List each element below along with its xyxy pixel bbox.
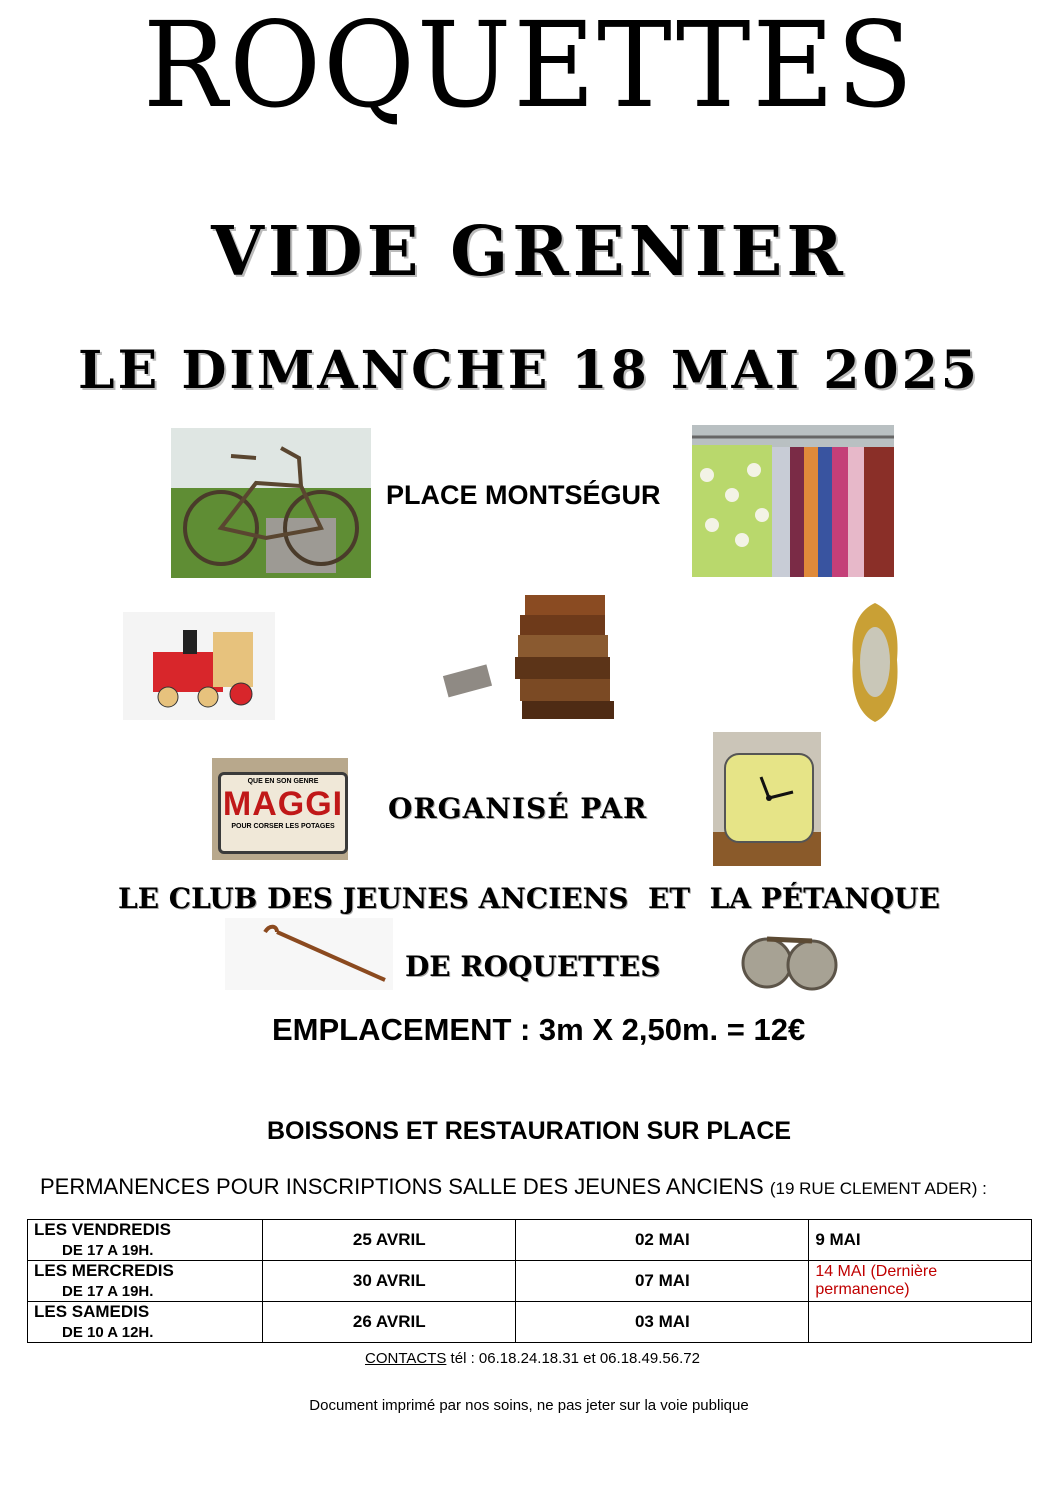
schedule-last-date: 14 MAI (Dernière permanence) (809, 1261, 1032, 1302)
schedule-hours: DE 17 A 19H. (62, 1283, 154, 1300)
registration-heading (40, 1174, 987, 1200)
organisers-line-1: LE CLUB DES JEUNES ANCIENS ET LA PÉTANQUE (118, 882, 940, 915)
bicycle-photo (171, 428, 371, 578)
food-drinks-note: BOISSONS ET RESTAURATION SUR PLACE (266, 1117, 792, 1145)
table-row (28, 1261, 1032, 1302)
table-row (28, 1220, 1032, 1261)
event-date: LE DIMANCHE 18 MAI 2025 (78, 340, 980, 401)
schedule-hours: DE 10 A 12H. (62, 1324, 154, 1341)
schedule-date (809, 1302, 1032, 1343)
maggi-sign-brand: MAGGI (222, 785, 344, 823)
registration-address: (19 RUE CLEMENT ADER) : (769, 1179, 987, 1198)
wall-clock-photo (713, 732, 821, 866)
organised-by-label: ORGANISÉ PAR (388, 792, 648, 825)
table-row (28, 1302, 1032, 1343)
schedule-date: 30 AVRIL (263, 1261, 516, 1302)
schedule-date: 07 MAI (516, 1261, 809, 1302)
gilded-mirror-photo (845, 600, 905, 725)
schedule-date: 26 AVRIL (263, 1302, 516, 1343)
maggi-sign-bottom-text: POUR CORSER LES POTAGES (231, 823, 335, 830)
registration-schedule-table (27, 1219, 1032, 1343)
schedule-date: 03 MAI (516, 1302, 809, 1343)
event-location: PLACE MONTSÉGUR (386, 480, 661, 510)
schedule-day: LES VENDREDIS (34, 1220, 171, 1239)
schedule-day: LES SAMEDIS (34, 1302, 150, 1321)
walking-cane-photo (225, 918, 393, 990)
maggi-sign-photo (212, 758, 348, 860)
schedule-date: 02 MAI (516, 1220, 809, 1261)
schedule-date: 9 MAI (809, 1220, 1032, 1261)
poster-title: ROQUETTES (142, 0, 916, 135)
event-name: VIDE GRENIER (211, 212, 847, 292)
schedule-date: 25 AVRIL (263, 1220, 516, 1261)
maggi-sign-top-text: QUE EN SON GENRE (247, 778, 319, 785)
petanque-balls-photo (737, 925, 842, 997)
footer-note: Document imprimé par nos soins, ne pas jeter sur la voie publique (309, 1397, 749, 1414)
schedule-day: LES MERCREDIS (34, 1261, 174, 1280)
contacts-phones: tél : 06.18.24.18.31 et 06.18.49.56.72 (446, 1350, 700, 1367)
organisers-line-2: DE ROQUETTES (405, 950, 661, 983)
pitch-price: EMPLACEMENT : 3m X 2,50m. = 12€ (272, 1012, 806, 1047)
clothes-rack-photo (692, 425, 894, 577)
schedule-hours: DE 17 A 19H. (62, 1242, 154, 1259)
old-books-photo (440, 590, 620, 720)
registration-text: PERMANENCES POUR INSCRIPTIONS SALLE DES JEUNES ANCIENS (40, 1174, 764, 1199)
contacts-label: CONTACTS (365, 1350, 447, 1367)
toy-train-photo (123, 612, 275, 720)
contacts-line (365, 1350, 700, 1367)
